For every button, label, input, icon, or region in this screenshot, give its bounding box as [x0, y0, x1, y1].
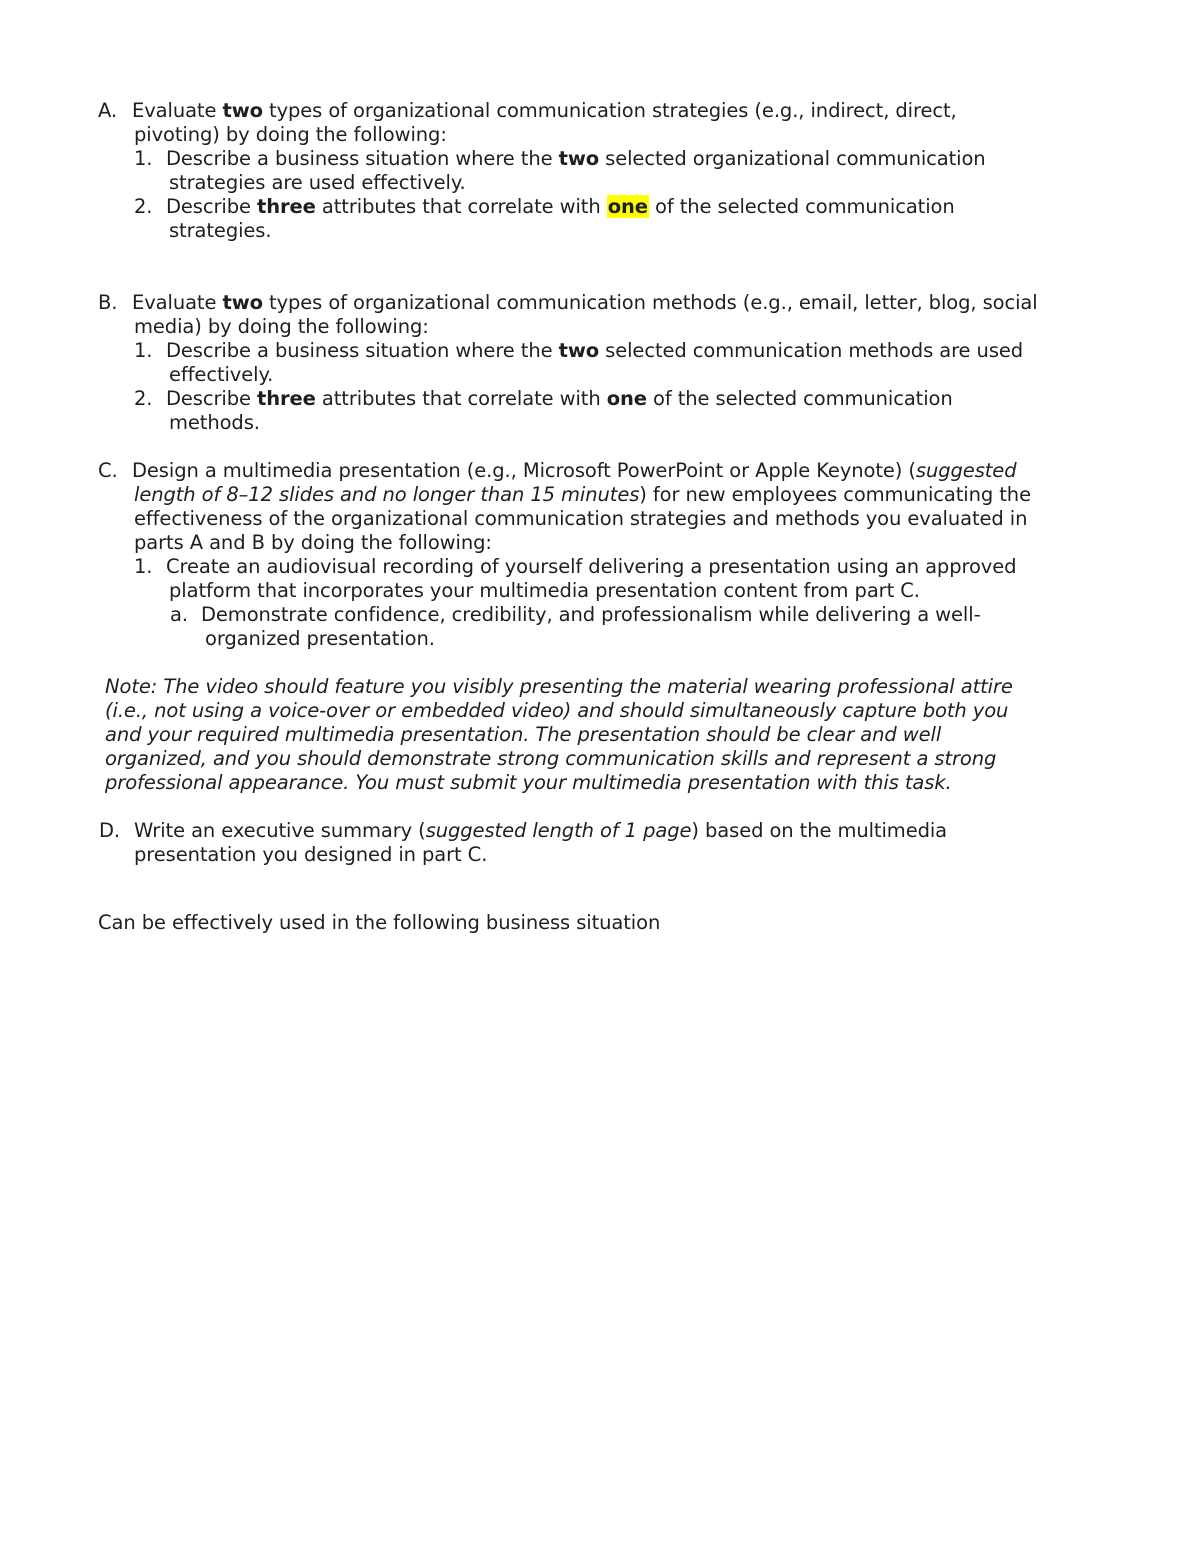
- section-b-item1-line1: Describe a business situation where the two selected communication methods are used: [166, 339, 1024, 362]
- section-c-subitem-line2: organized presentation.: [205, 627, 435, 650]
- section-a-item2-marker: 2.: [134, 195, 153, 218]
- section-c-subitem-marker: a.: [170, 603, 188, 626]
- section-b-item2-line2: methods.: [169, 411, 260, 434]
- section-a-item2-line2: strategies.: [169, 219, 272, 242]
- section-b-item1-line2: effectively.: [169, 363, 274, 386]
- section-d-line2: presentation you designed in part C.: [134, 843, 488, 866]
- section-d-line1: Write an executive summary (suggested length of 1 page) based on the multimedia: [134, 819, 948, 842]
- note-line4: organized, and you should demonstrate strong communication skills and represent a strong: [105, 747, 997, 770]
- section-c-intro-line2: length of 8–12 slides and no longer than 15 minutes) for new employees communicating the: [134, 483, 1031, 506]
- section-c-intro-line3: effectiveness of the organizational communication strategies and methods you evaluated in: [134, 507, 1028, 530]
- section-a-marker: A.: [98, 99, 117, 122]
- section-c-item1-marker: 1.: [134, 555, 153, 578]
- section-a-item2-line1: Describe three attributes that correlate with one of the selected communication: [166, 195, 955, 218]
- section-c-intro-line4: parts A and B by doing the following:: [134, 531, 492, 554]
- section-b-intro-line2: media) by doing the following:: [134, 315, 429, 338]
- section-c-item1-line2: platform that incorporates your multimedia presentation content from part C.: [169, 579, 920, 602]
- section-b-marker: B.: [98, 291, 118, 314]
- highlighted-word: one: [607, 195, 648, 218]
- section-b-item2-marker: 2.: [134, 387, 153, 410]
- section-a-item1-line1: Describe a business situation where the two selected organizational communication: [166, 147, 986, 170]
- section-c-item1-line1: Create an audiovisual recording of yourself delivering a presentation using an approved: [166, 555, 1017, 578]
- section-c-marker: C.: [98, 459, 118, 482]
- section-b-item2-line1: Describe three attributes that correlate with one of the selected communication: [166, 387, 953, 410]
- section-a-intro-line1: Evaluate two types of organizational communication strategies (e.g., indirect, direct,: [132, 99, 957, 122]
- note-line5: professional appearance. You must submit your multimedia presentation with this task.: [105, 771, 952, 794]
- note-line2: (i.e., not using a voice-over or embedded video) and should simultaneously capture both you: [105, 699, 1009, 722]
- section-b-intro-line1: Evaluate two types of organizational communication methods (e.g., email, letter, blog, social: [132, 291, 1038, 314]
- section-d-marker: D.: [99, 819, 121, 842]
- note-line3: and your required multimedia presentation. The presentation should be clear and well: [105, 723, 942, 746]
- section-a-intro-line2: pivoting) by doing the following:: [134, 123, 447, 146]
- section-a-item1-line2: strategies are used effectively.: [169, 171, 466, 194]
- closing-line: Can be effectively used in the following business situation: [98, 911, 661, 934]
- section-c-subitem-line1: Demonstrate confidence, credibility, and professionalism while delivering a well-: [201, 603, 981, 626]
- note-line1: Note: The video should feature you visibly presenting the material wearing professional attire: [105, 675, 1013, 698]
- section-b-item1-marker: 1.: [134, 339, 153, 362]
- section-a-item1-marker: 1.: [134, 147, 153, 170]
- section-c-intro-line1: Design a multimedia presentation (e.g., Microsoft PowerPoint or Apple Keynote) (suggested: [132, 459, 1017, 482]
